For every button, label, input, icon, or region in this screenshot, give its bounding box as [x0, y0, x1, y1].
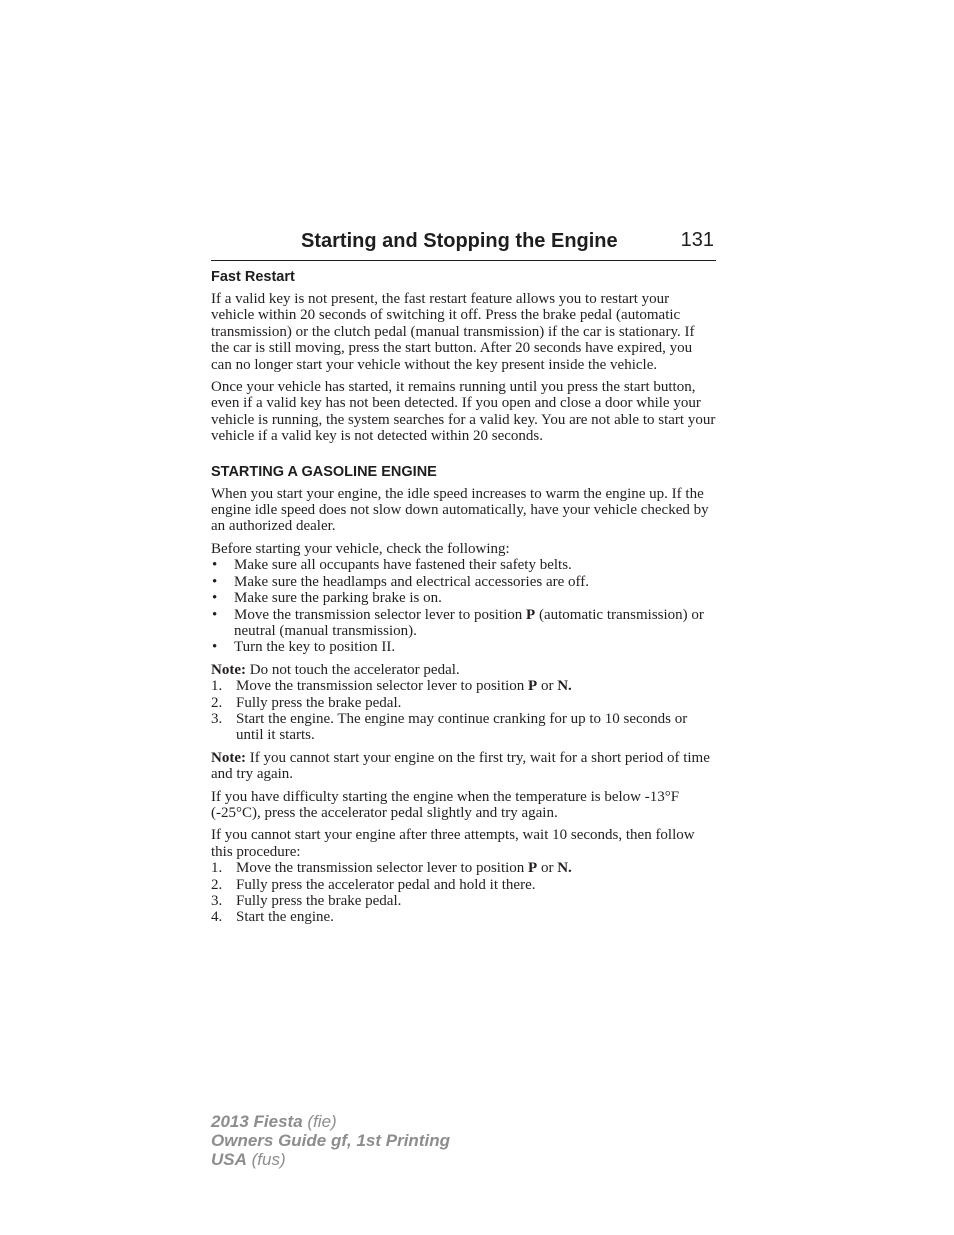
manual-page — [211, 228, 716, 932]
checklist-intro: Before starting your vehicle, check the following: — [211, 540, 510, 557]
section-heading-fast-restart: Fast Restart — [211, 269, 295, 285]
list-item: 3. Fully press the brake pedal. — [211, 893, 402, 909]
pre-start-checklist — [211, 557, 716, 655]
list-item: • Move the transmission selector lever to position P (automatic transmission) or neutral (manual transmission). — [212, 606, 704, 639]
cold-start-paragraph: If you have difficulty starting the engine when the temperature is below -13°F (-25°C), press the accelerator pedal slightly and try again. — [211, 788, 680, 821]
fast-restart-paragraph-1: If a valid key is not present, the fast restart feature allows you to restart your vehicle within 20 seconds of switching it off. Press the brake pedal (automatic transmission) or the clutch pedal (manual transmission) if the car is stationary. If the car is still moving, press the start button. After 20 seconds have expired, you can no longer start your vehicle without the key present inside the vehicle. — [211, 291, 695, 373]
footer-guide-line: Owners Guide gf, 1st Printing — [211, 1131, 450, 1150]
list-item: 3. Start the engine. The engine may continue cranking for up to 10 seconds or until it starts. — [211, 710, 688, 744]
list-item: • Make sure the parking brake is on. — [212, 590, 442, 607]
list-item: 1. Move the transmission selector lever to position P or N. — [211, 678, 572, 695]
footer-model-line: 2013 Fiesta (fie) — [211, 1112, 337, 1131]
fast-restart-paragraph-2: Once your vehicle has started, it remains running until you press the start button, even if a valid key has not been detected. If you open and close a door while your vehicle is running, the system searches for a valid key. You are not able to start your vehicle if a valid key is not detected within 20 seconds. — [211, 379, 716, 445]
gasoline-paragraph-1: When you start your engine, the idle speed increases to warm the engine up. If the engine idle speed does not slow down automatically, have your vehicle checked by an authorized dealer. — [211, 485, 709, 535]
list-item: • Make sure the headlamps and electrical accessories are off. — [212, 573, 589, 590]
list-item: 2. Fully press the accelerator pedal and hold it there. — [211, 876, 536, 893]
bullet-icon: • — [212, 606, 218, 623]
bullet-icon: • — [212, 557, 218, 574]
bullet-icon: • — [212, 573, 218, 590]
list-item: 1. Move the transmission selector lever to position P or N. — [211, 860, 572, 877]
note-1: Note: Do not touch the accelerator pedal. — [211, 661, 460, 678]
start-steps — [211, 678, 716, 744]
three-attempts-paragraph: If you cannot start your engine after three attempts, wait 10 seconds, then follow this procedure: — [211, 827, 695, 860]
page-header — [211, 228, 716, 261]
chapter-title: Starting and Stopping the Engine — [301, 230, 618, 252]
note-2: Note: If you cannot start your engine on the first try, wait for a short period of time and try again. — [211, 749, 710, 783]
list-item: • Turn the key to position II. — [212, 639, 396, 656]
list-item: 4. Start the engine. — [211, 909, 334, 926]
page-number: 131 — [680, 229, 714, 251]
flooded-engine-steps — [211, 860, 716, 926]
page-footer — [211, 1112, 450, 1169]
list-item: • Make sure all occupants have fastened their safety belts. — [212, 557, 572, 574]
section-heading-gasoline: STARTING A GASOLINE ENGINE — [211, 463, 437, 480]
list-item: 2. Fully press the brake pedal. — [211, 694, 402, 711]
bullet-icon: • — [212, 590, 218, 607]
footer-market-line: USA (fus) — [211, 1150, 286, 1169]
bullet-icon: • — [212, 639, 218, 656]
